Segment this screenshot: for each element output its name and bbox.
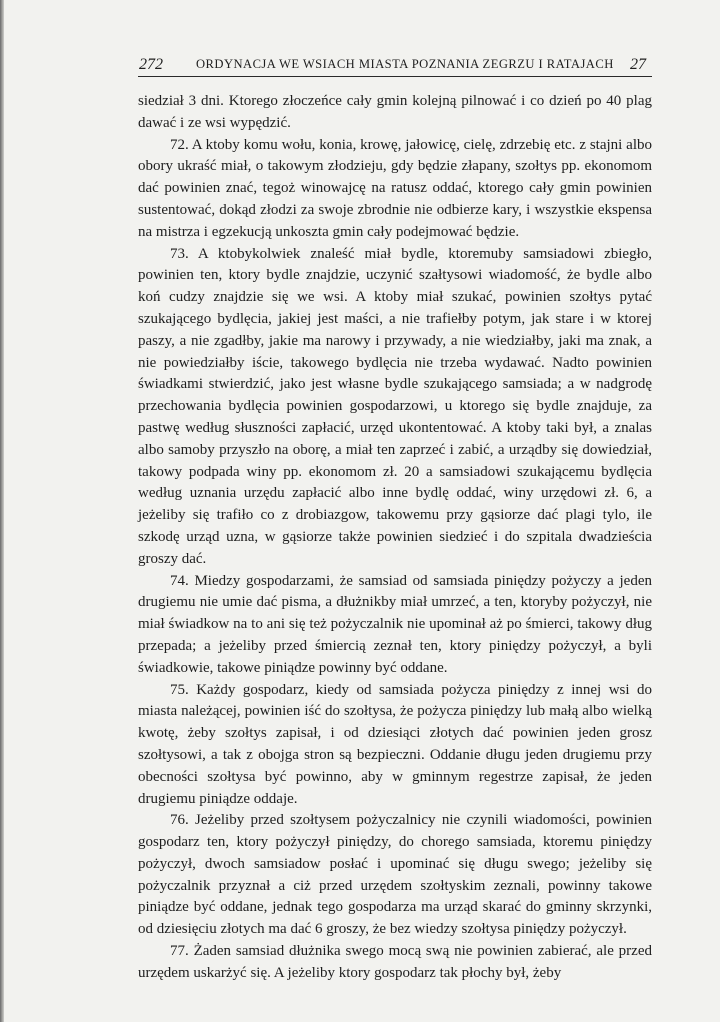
book-page (138, 0, 652, 1022)
body-text (138, 91, 652, 985)
paragraph-74: 74. Miedzy gospodarzami, że samsiad od samsiada piniędzy pożyczy a jeden drugiemu nie umie dać pisma, a dłużnikby miał umrzeć, a ten, ktoryby pożyczył, nie miał świadkow na to ani się też pożyczalnik nie upominał aż po śmierci, takowy dług przepada; a jeżeliby przed śmiercią zeznał ten, ktory piniędzy pożyczył, a byli świadkowie, takowe piniądze powinny być oddane. (138, 572, 652, 676)
paragraph-77: 77. Żaden samsiad dłużnika swego mocą swą nie powinien zabierać, ale przed urzędem uskarżyć się. A jeżeliby ktory gospodarz tak płochy był, żeby (138, 943, 652, 981)
page-left-edge (0, 0, 4, 1022)
paragraph-72: 72. A ktoby komu wołu, konia, krowę, jałowicę, cielę, zdrzebię etc. z stajni albo obory ukraść miał, o takowym złodzieju, gdy będzie złapany, szołtys pp. ekonomom dać powinien znać, tegoż winowajcę na ratusz oddać, ktorego cały gmin powinien sustentować, dokąd złodzi za swoje zbrodnie nie odbierze kary, i wszystkie ekspensa na mistrza i egzekucją unkoszta gmin cały podejmować będzie. (138, 136, 652, 240)
running-title: ORDYNACJA WE WSIACH MIASTA POZNANIA ZEGRZU I RATAJACH (196, 57, 614, 71)
header-rule (138, 76, 652, 77)
page-number-right: 27 (630, 56, 646, 73)
paragraph-75: 75. Każdy gospodarz, kiedy od samsiada pożycza piniędzy z innej wsi do miasta należącej, powinien iść do szołtysa, że pożycza piniędzy lub małą albo wielką kwotę, żeby szołtys zapisał, i od dziesiąci złotych dać powinien jeden grosz szołtysowi, a tak z obojga stron są bezpieczni. Oddanie długu jeden drugiemu przy obecności szołtysa być powinno, aby w gminnym regestrze zapisał, że jeden drugiemu piniądze oddaje. (138, 681, 652, 807)
paragraph-continuation: siedział 3 dni. Ktorego złoczeńce cały gmin kolejną pilnować i co dzień po 40 plag dawać i ze wsi wypędzić. (138, 93, 652, 131)
running-header (138, 53, 652, 75)
paragraph-76: 76. Jeżeliby przed szołtysem pożyczalnicy nie czynili wiadomości, powinien gospodarz ten, ktory pożyczył piniędzy, do chorego samsiada, ktoremu piniędzy pożyczył, dwoch samsiadow posłać i upominać się długu swego; jeżeliby się pożyczalnik przyznał a ciż przed urzędem szołtyskim zeznali, powinny takowe piniądze być oddane, jednak tego gospodarza ma urząd skarać do gminny skrzynki, od dziesięciu złotych ma dać 6 groszy, że bez wiedzy szołtysa piniędzy pożyczył. (138, 812, 652, 938)
page-number-left: 272 (139, 56, 163, 73)
paragraph-73: 73. A ktobykolwiek znaleść miał bydle, ktoremuby samsiadowi zbiegło, powinien ten, ktory bydle znajdzie, uczynić szałtysowi wiadomość, że bydle albo koń cudzy znajdzie się we wsi. A ktoby miał szukać, powinien szołtys pytać szukającego bydlęcia, jakiej jest maści, a nie trafiełby potym, jak stare i w ktorej paszy, a nie zgadłby, jakie ma narowy i przywady, a nie wiedziałby, jaki ma znak, a nie powiedziałby iście, takowego bydlęcia nie trzeba wydawać. Nadto powinien świadkami stwierdzić, jako jest własne bydle szukającego samsiada; a w nadgrodę przechowania bydlęcia powinien gospodarzowi, u ktorego się bydle znajduje, za pastwę według słuszności zapłacić, urzęd ukontentować. A ktoby taki był, a znalas albo samoby przyszło na oborę, a miał ten zaprzeć i zabić, a urządby się dowiedział, takowy podpada winy pp. ekonomom zł. 20 a samsiadowi szukającemu bydlęcia według uznania urzędu zapłacić albo inne bydlę oddać, winy urzędowi zł. 6, a jeżeliby się trafiło co z drobiazgow, takowemu przy gąsiorze dać plagi tylo, ile szkodę urząd uzna, w gąsiorze także powinien siedzieć i do szpitala dwadzieścia groszy dać. (138, 245, 652, 567)
